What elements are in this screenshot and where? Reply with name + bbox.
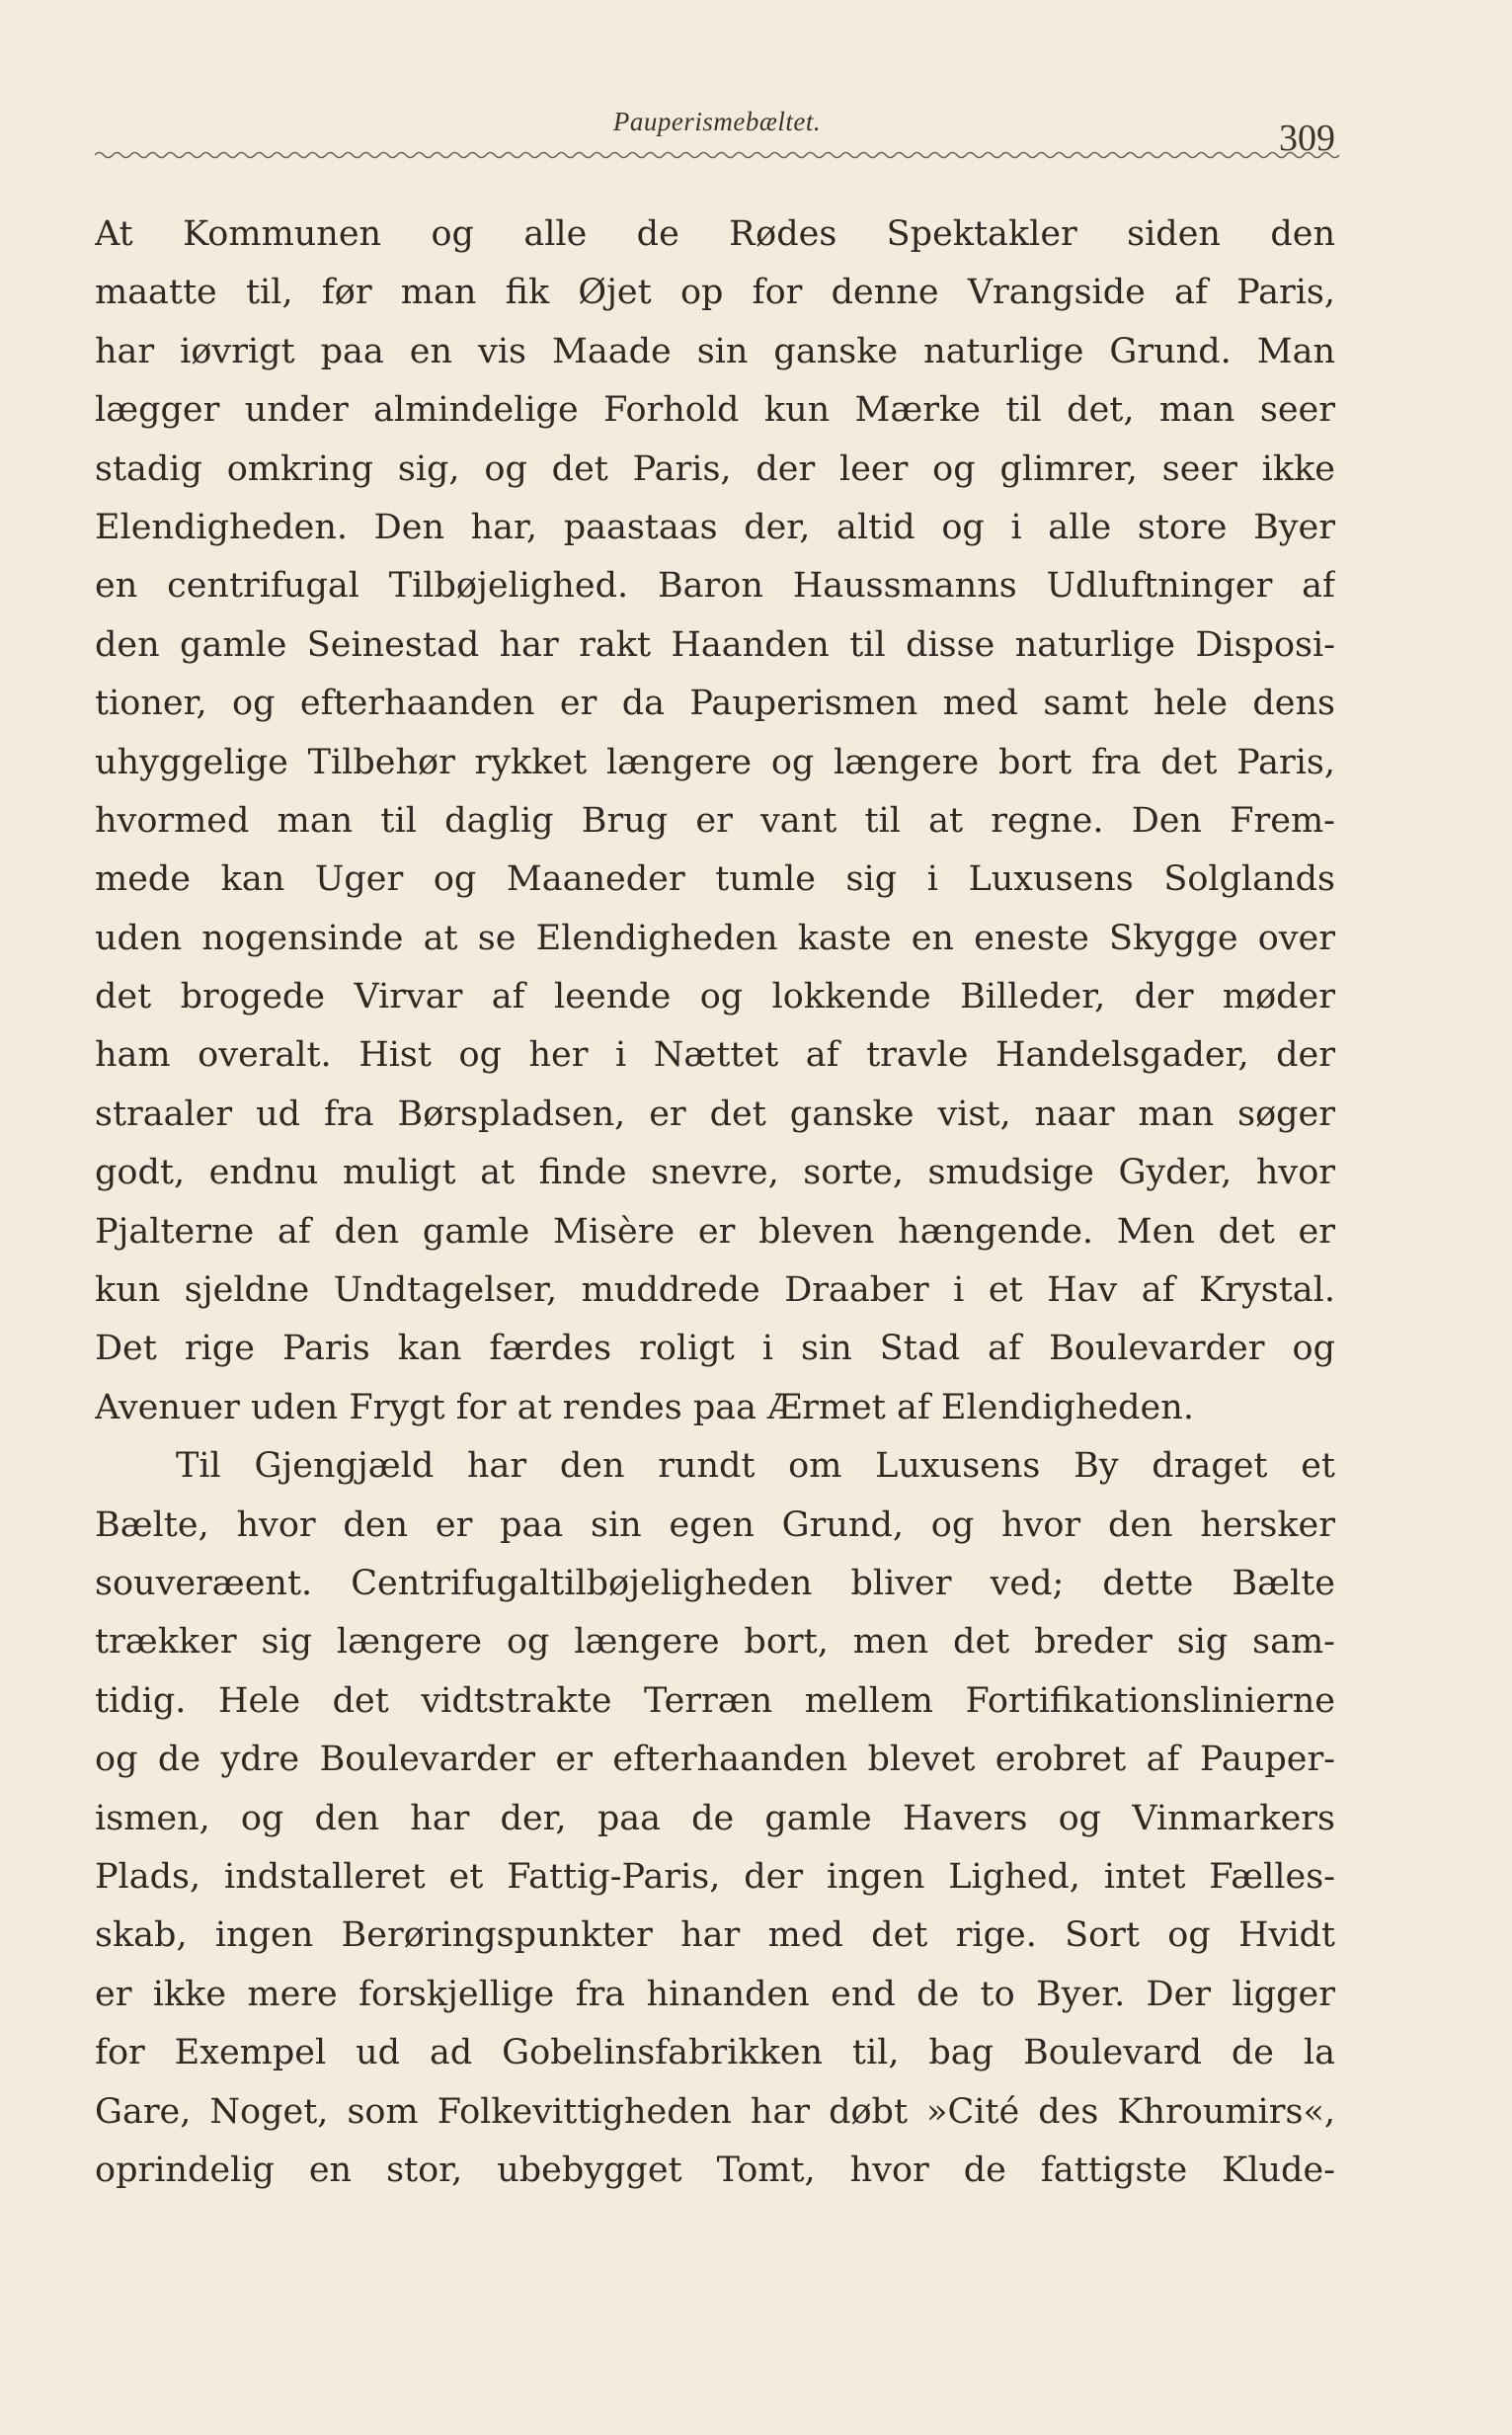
text-line: Bælte, hvor den er paa sin egen Grund, og hvor den hersker [95,1504,1335,1545]
body-text [95,209,1335,2204]
ornamental-rule [95,148,1339,162]
text-line: stadig omkring sig, og det Paris, der leer og glimrer, seer ikke [95,448,1335,489]
text-line: tidig. Hele det vidtstrakte Terræn mellem Fortifikationslinierne [95,1680,1335,1721]
text-line: det brogede Virvar af leende og lokkende Billeder, der møder [95,977,1335,1017]
text-line: maatte til, før man fik Øjet op for denne Vrangside af Paris, [95,273,1335,313]
text-line: er ikke mere forskjellige fra hinanden end de to Byer. Der ligger [95,1974,1335,2014]
paragraph-2 [95,1441,1335,2204]
text-line: kun sjeldne Undtagelser, muddrede Draaber i et Hav af Krystal. [95,1270,1335,1311]
text-line: en centrifugal Tilbøjelighed. Baron Haussmanns Udluftninger af [95,566,1335,607]
text-line: Elendigheden. Den har, paastaas der, altid og i alle store Byer [95,507,1335,547]
running-head [95,107,1339,166]
text-line: souveræent. Centrifugaltilbøjeligheden bliver ved; dette Bælte [95,1563,1335,1603]
text-line: tioner, og efterhaanden er da Pauperismen med samt hele dens [95,684,1335,724]
text-line: At Kommunen og alle de Rødes Spektakler siden den [95,214,1335,254]
text-line: den gamle Seinestad har rakt Haanden til disse naturlige Disposi- [95,624,1335,665]
text-line: for Exempel ud ad Gobelinsfabrikken til, bag Boulevard de la [95,2033,1335,2073]
running-title: Pauperismebæltet. [612,107,822,136]
text-line: og de ydre Boulevarder er efterhaanden blevet erobret af Pauper- [95,1740,1335,1780]
text-line: Plads, indstalleret et Fattig-Paris, der ingen Lighed, intet Fælles- [95,1856,1335,1897]
text-line: ismen, og den har der, paa de gamle Havers og Vinmarkers [95,1798,1335,1838]
text-line: uhyggelige Tilbehør rykket længere og længere bort fra det Paris, [95,742,1335,782]
text-line: skab, ingen Berøringspunkter har med det rige. Sort og Hvidt [95,1915,1335,1956]
text-line: oprindelig en stor, ubebygget Tomt, hvor de fattigste Klude- [95,2150,1335,2190]
text-line: Pjalterne af den gamle Misère er bleven hængende. Men det er [95,1211,1335,1252]
text-line: har iøvrigt paa en vis Maade sin ganske naturlige Grund. Man [95,331,1335,371]
text-line: Gare, Noget, som Folkevittigheden har døbt »Cité des Khroumirs«, [95,2091,1335,2132]
text-line: straaler ud fra Børspladsen, er det ganske vist, naar man søger [95,1094,1335,1134]
text-line: ham overalt. Hist og her i Nættet af travle Handelsgader, der [95,1035,1335,1076]
text-line: godt, endnu muligt at finde snevre, sorte, smudsige Gyder, hvor [95,1153,1335,1193]
text-line: lægger under almindelige Forhold kun Mærke til det, man seer [95,390,1335,431]
text-line: Det rige Paris kan færdes roligt i sin Stad af Boulevarder og [95,1329,1335,1369]
page-number: 309 [1279,118,1335,159]
paragraph-1 [95,209,1335,1441]
text-line: hvormed man til daglig Brug er vant til at regne. Den Frem- [95,800,1335,841]
text-line: Til Gjengjæld har den rundt om Luxusens By draget et [176,1446,1335,1487]
text-line: mede kan Uger og Maaneder tumle sig i Luxusens Solglands [95,859,1335,900]
text-line: trækker sig længere og længere bort, men det breder sig sam- [95,1622,1335,1663]
text-line: Avenuer uden Frygt for at rendes paa Ærmet af Elendigheden. [95,1387,1194,1427]
text-line: uden nogensinde at se Elendigheden kaste en eneste Skygge over [95,918,1335,958]
